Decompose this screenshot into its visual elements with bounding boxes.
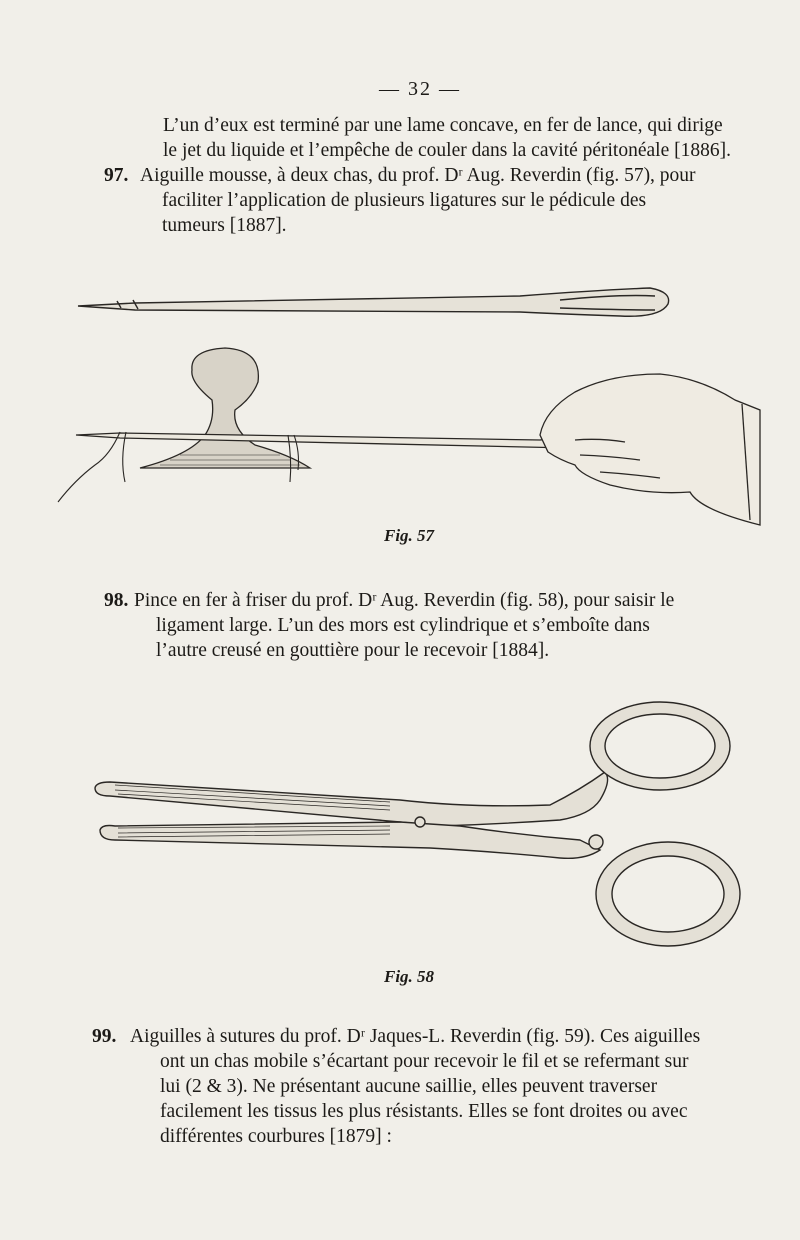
figure-58-illustration [0, 690, 800, 960]
item-line: différentes courbures [1879] : [160, 1126, 392, 1147]
item-line: l’autre creusé en gouttière pour le recevoir [1884]. [156, 640, 550, 661]
item-number: 99. [92, 1026, 117, 1047]
item-line: tumeurs [1887]. [162, 215, 287, 236]
item-line: faciliter l’application de plusieurs ligatures sur le pédicule des [162, 190, 647, 211]
item-number: 97. [104, 165, 129, 186]
figure-58-caption: Fig. 58 [384, 967, 435, 986]
item-line: ont un chas mobile s’écartant pour recevoir le fil et se refermant sur [160, 1051, 689, 1072]
figure-57-illustration [0, 270, 800, 530]
item-line: Aiguilles à sutures du prof. Dʳ Jaques-L. Reverdin (fig. 59). Ces aiguilles [130, 1026, 701, 1047]
item-line: facilement les tissus les plus résistants. Elles se font droites ou avec [160, 1101, 688, 1122]
page-number: — 32 — [379, 78, 461, 100]
item-99 [92, 1024, 772, 1149]
item-line: ligament large. L’un des mors est cylindrique et s’emboîte dans [156, 615, 650, 636]
intro-line-2: le jet du liquide et l’empêche de couler dans la cavité péritonéale [1886]. [163, 140, 731, 161]
item-line: Aiguille mousse, à deux chas, du prof. Dʳ Aug. Reverdin (fig. 57), pour [140, 165, 696, 186]
figure-57-caption: Fig. 57 [384, 526, 435, 545]
item-98 [104, 588, 764, 663]
item-97 [104, 163, 764, 238]
item-line: lui (2 & 3). Ne présentant aucune saillie, elles peuvent traverser [160, 1076, 658, 1097]
item-number: 98. [104, 590, 129, 611]
intro-line-1: L’un d’eux est terminé par une lame concave, en fer de lance, qui dirige [163, 115, 723, 136]
intro-paragraph [163, 113, 763, 163]
item-line: Pince en fer à friser du prof. Dʳ Aug. Reverdin (fig. 58), pour saisir le [134, 590, 675, 611]
